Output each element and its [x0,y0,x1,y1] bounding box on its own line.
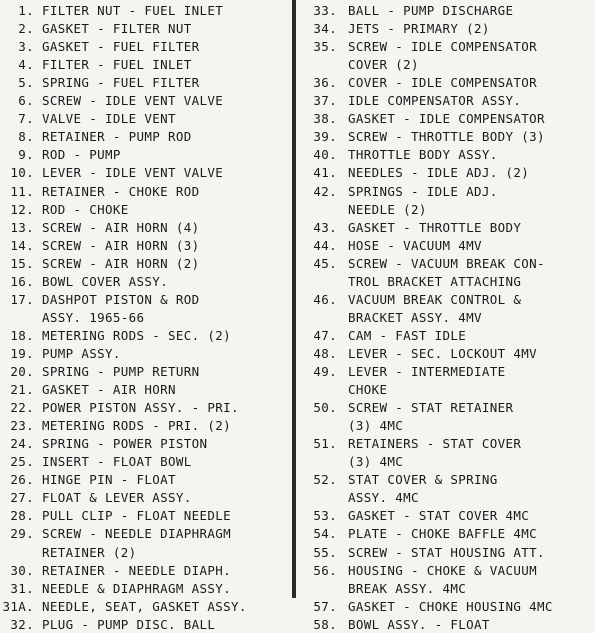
part-number: 24. [10,436,34,452]
part-number: 17. [10,291,34,307]
part-number: 49. [313,364,337,379]
part-number: 14. [10,237,34,253]
part-description: RETAINER - CHOKE ROD [42,183,200,199]
part-number: 33. [313,3,337,18]
part-number: 15. [10,255,34,271]
part-number: 40. [313,147,337,163]
part-number: 7. [18,111,34,127]
part-number: 48. [313,345,337,361]
part-description: SCREW - AIR HORN (2) [42,255,200,271]
part-description: LEVER - INTERMEDIATE [348,364,506,379]
part-description: ROD - PUMP [42,147,121,163]
part-description: SCREW - AIR HORN (3) [42,237,200,253]
part-description: GASKET - THROTTLE BODY [348,219,522,235]
part-number: 19. [10,345,34,361]
part-description: GASKET - AIR HORN [42,382,176,398]
part-number: 18. [10,327,34,343]
part-number: 31. [10,580,34,596]
part-description: DASHPOT PISTON & ROD [42,291,200,307]
part-description: COVER - IDLE COMPENSATOR [348,75,538,91]
part-description: HINGE PIN - FLOAT [42,472,176,488]
part-number: 2. [18,21,34,37]
part-number: 28. [10,508,34,524]
part-description: SCREW - IDLE COMPENSATOR [348,39,538,55]
part-description: SCREW - IDLE VENT VALVE [42,93,224,109]
part-description: SCREW - AIR HORN (4) [42,219,200,235]
part-description: (3) 4MC [348,418,404,434]
part-description: SCREW - VACUUM BREAK CON- [348,255,545,271]
part-number: 42. [313,183,337,199]
part-description: PUMP ASSY. [42,345,121,361]
part-number: 22. [10,400,34,416]
part-number: 29. [10,526,34,542]
part-description: PLUG - PUMP DISC. BALL [42,616,216,632]
part-number: 39. [313,129,337,145]
part-number: 20. [10,364,34,379]
part-number: 58. [313,616,337,632]
part-description: HOUSING - CHOKE & VACUUM [348,562,538,578]
part-description: METERING RODS - PRI. (2) [42,418,232,434]
part-description: FILTER NUT - FUEL INLET [42,3,224,18]
part-description: BOWL ASSY. - FLOAT [348,616,490,632]
part-description: GASKET - FUEL FILTER [42,39,200,55]
part-description: SPRING - PUMP RETURN [42,364,200,379]
part-description: RETAINER (2) [42,544,137,560]
part-number: 4. [18,57,34,73]
part-number: 23. [10,418,34,434]
part-description: METERING RODS - SEC. (2) [42,327,232,343]
part-number: 27. [10,490,34,506]
part-description: NEEDLES - IDLE ADJ. (2) [348,165,530,181]
part-description: THROTTLE BODY ASSY. [348,147,498,163]
part-number: 41. [313,165,337,181]
part-description: JETS - PRIMARY (2) [348,21,490,37]
part-number: 30. [10,562,34,578]
part-description: BALL - PUMP DISCHARGE [348,3,514,18]
part-number: 43. [313,219,337,235]
part-number: 35. [313,39,337,55]
part-description: GASKET - IDLE COMPENSATOR [348,111,545,127]
part-description: NEEDLE (2) [348,201,427,217]
part-description: TROL BRACKET ATTACHING [348,273,522,289]
part-description: SCREW - STAT HOUSING ATT. [348,544,545,560]
part-number: 53. [313,508,337,524]
part-number: 38. [313,111,337,127]
part-number: 26. [10,472,34,488]
part-number: 34. [313,21,337,37]
part-number: 50. [313,400,337,416]
part-number: 12. [10,201,34,217]
part-number: 52. [313,472,337,488]
part-description: FILTER - FUEL INLET [42,57,192,73]
part-number: 32. [10,616,34,632]
part-number: 25. [10,454,34,470]
part-description: SCREW - NEEDLE DIAPHRAGM [42,526,232,542]
part-description: RETAINERS - STAT COVER [348,436,522,452]
part-description: ROD - CHOKE [42,201,129,217]
part-description: SPRINGS - IDLE ADJ. [348,183,498,199]
part-number: 5. [18,75,34,91]
part-description: GASKET - CHOKE HOUSING 4MC [348,598,553,614]
part-description: BOWL COVER ASSY. [42,273,169,289]
part-number: 8. [18,129,34,145]
part-description: NEEDLE, SEAT, GASKET ASSY. [42,598,247,614]
part-number: 16. [10,273,34,289]
part-number: 6. [18,93,34,109]
part-description: NEEDLE & DIAPHRAGM ASSY. [42,580,232,596]
part-number: 54. [313,526,337,542]
part-number: 13. [10,219,34,235]
part-number: 9. [18,147,34,163]
part-number: 45. [313,255,337,271]
part-number: 21. [10,382,34,398]
part-number: 36. [313,75,337,91]
part-description: ASSY. 4MC [348,490,419,506]
part-description: SPRING - POWER PISTON [42,436,208,452]
part-number: 57. [313,598,337,614]
part-description: PLATE - CHOKE BAFFLE 4MC [348,526,538,542]
part-description: CAM - FAST IDLE [348,327,467,343]
part-number: 11. [10,183,34,199]
part-description: COVER (2) [348,57,419,73]
part-description: INSERT - FLOAT BOWL [42,454,192,470]
part-description: VALVE - IDLE VENT [42,111,176,127]
part-description: BREAK ASSY. 4MC [348,580,467,596]
part-description: RETAINER - NEEDLE DIAPH. [42,562,232,578]
part-description: SCREW - THROTTLE BODY (3) [348,129,545,145]
part-number: 31A. [2,598,34,614]
part-description: IDLE COMPENSATOR ASSY. [348,93,522,109]
part-description: SCREW - STAT RETAINER [348,400,514,416]
column-divider [292,0,296,598]
part-description: ASSY. 1965-66 [42,309,145,325]
part-description: PULL CLIP - FLOAT NEEDLE [42,508,232,524]
part-number: 51. [313,436,337,452]
part-description: GASKET - STAT COVER 4MC [348,508,530,524]
part-description: FLOAT & LEVER ASSY. [42,490,192,506]
part-number: 47. [313,327,337,343]
part-description: STAT COVER & SPRING [348,472,498,488]
part-description: POWER PISTON ASSY. - PRI. [42,400,239,416]
part-number: 37. [313,93,337,109]
part-number: 46. [313,291,337,307]
part-description: BRACKET ASSY. 4MV [348,309,482,325]
part-number: 44. [313,237,337,253]
part-number: 55. [313,544,337,560]
part-number: 1. [18,3,34,18]
part-description: SPRING - FUEL FILTER [42,75,200,91]
part-number: 10. [10,165,34,181]
part-description: CHOKE [348,382,388,398]
part-description: LEVER - IDLE VENT VALVE [42,165,224,181]
part-description: VACUUM BREAK CONTROL & [348,291,522,307]
part-description: HOSE - VACUUM 4MV [348,237,482,253]
part-number: 3. [18,39,34,55]
part-description: GASKET - FILTER NUT [42,21,192,37]
part-description: RETAINER - PUMP ROD [42,129,192,145]
part-description: LEVER - SEC. LOCKOUT 4MV [348,345,538,361]
part-description: (3) 4MC [348,454,404,470]
part-number: 56. [313,562,337,578]
